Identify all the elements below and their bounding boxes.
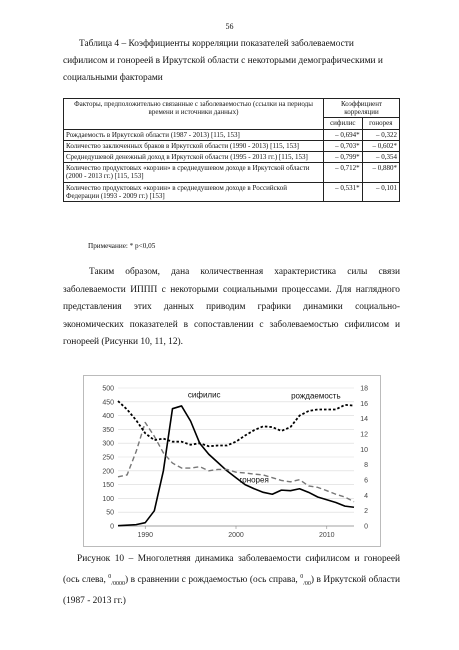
- header-coefficient: Коэффициент корреляции: [324, 99, 400, 118]
- y-right-tick-label: 10: [360, 446, 368, 454]
- table-row: [64, 182, 400, 201]
- unit-sup: 0: [300, 573, 304, 580]
- y-right-tick-label: 14: [360, 416, 368, 424]
- syphilis-coef: – 0,799*: [324, 152, 363, 163]
- unit-sub: /00: [303, 580, 311, 587]
- gonorrhea-coef: – 0,602*: [362, 140, 399, 151]
- table-row: [64, 163, 400, 182]
- y-right-tick-label: 2: [364, 508, 368, 516]
- series-annotation: рождаемость: [291, 391, 341, 401]
- series-annotation: гонорея: [239, 475, 269, 485]
- correlation-table: [63, 98, 400, 202]
- caption-part3: ) в Иркутской области (1987 - 2013 гг.): [63, 574, 400, 606]
- table-row: [64, 129, 400, 140]
- table-row: [64, 140, 400, 151]
- y-left-tick-label: 0: [110, 523, 114, 531]
- y-left-tick-label: 500: [102, 385, 114, 393]
- factor-cell: Рождаемость в Иркутской области (1987 - 2013) [115, 153]: [64, 129, 324, 140]
- caption-part2: ) в сравнении с рождаемостью (ось справа,: [124, 574, 301, 585]
- series-line-гонорея: [118, 423, 354, 502]
- series-annotation: сифилис: [187, 390, 221, 400]
- y-left-tick-label: 350: [102, 426, 114, 434]
- y-right-tick-label: 12: [360, 431, 368, 439]
- x-tick-label: 1990: [137, 532, 154, 539]
- syphilis-coef: – 0,712*: [324, 163, 363, 182]
- syphilis-coef: – 0,694*: [324, 129, 363, 140]
- table-caption: Таблица 4 – Коэффициенты корреляции показателей заболеваемости сифилисом и гонореей в Иркутской области с некоторыми демографическими и социальными факторами: [63, 39, 383, 83]
- y-left-tick-label: 50: [106, 509, 114, 517]
- table-note: Примечание: * p<0,05: [88, 242, 156, 250]
- line-chart: [84, 376, 380, 546]
- unit-sub: /0000: [111, 580, 125, 587]
- header-gonorrhea: гонорея: [362, 118, 399, 129]
- gonorrhea-coef: – 0,354: [362, 152, 399, 163]
- y-left-tick-label: 250: [102, 454, 114, 462]
- unit-sup: 0: [108, 573, 112, 580]
- factor-cell: Количество заключенных браков в Иркутской области (1990 - 2013) [115, 153]: [64, 140, 324, 151]
- series-line-сифилис: [118, 406, 354, 526]
- gonorrhea-coef: – 0,322: [362, 129, 399, 140]
- header-syphilis: сифилис: [324, 118, 363, 129]
- header-factors: Факторы, предположительно связанные с заболеваемостью (ссылки на периоды времени и источники данных): [64, 99, 324, 130]
- y-right-tick-label: 18: [360, 385, 368, 393]
- table-row: [64, 152, 400, 163]
- y-left-tick-label: 400: [102, 413, 114, 421]
- y-left-tick-label: 450: [102, 399, 114, 407]
- y-left-tick-label: 100: [102, 495, 114, 503]
- figure-caption: [63, 551, 400, 611]
- y-left-tick-label: 200: [102, 468, 114, 476]
- y-right-tick-label: 4: [364, 492, 368, 500]
- factor-cell: Среднедушевой денежный доход в Иркутской области (1995 - 2013 гг.) [115, 153]: [64, 152, 324, 163]
- y-left-tick-label: 300: [102, 440, 114, 448]
- factor-cell: Количество продуктовых «корзин» в среднедушевом доходе в Иркутской области (2000 - 2013 гг.) [115, 153]: [64, 163, 324, 182]
- y-right-tick-label: 8: [364, 462, 368, 470]
- gonorrhea-coef: – 0,101: [362, 182, 399, 201]
- caption-part1: Рисунок 10 – Многолетняя динамика заболеваемости сифилисом и гонореей (ось слева,: [63, 554, 400, 585]
- y-right-tick-label: 6: [364, 477, 368, 485]
- x-tick-label: 2010: [318, 532, 335, 539]
- y-left-tick-label: 150: [102, 482, 114, 490]
- syphilis-coef: – 0,703*: [324, 140, 363, 151]
- x-tick-label: 2000: [228, 532, 244, 539]
- page-number: 56: [225, 22, 234, 31]
- body-paragraph: Таким образом, дана количественная характеристика силы связи заболеваемости ИППП с некоторыми социальными процессами. Для наглядного представления этих данных приводим графики динамики социально-экономических показателей в сопоставлении с заболеваемостью сифилисом и гонореей (Рисунки 10, 11, 12).: [63, 267, 400, 347]
- series-line-рождаемость: [118, 401, 354, 446]
- factor-cell: Количество продуктовых «корзин» в среднедушевом доходе в Российской Федерации (1993 - 2009 гг.) [153]: [64, 182, 324, 201]
- syphilis-coef: – 0,531*: [324, 182, 363, 201]
- y-right-tick-label: 16: [360, 400, 368, 408]
- y-right-tick-label: 0: [364, 523, 368, 531]
- gonorrhea-coef: – 0,880*: [362, 163, 399, 182]
- chart-frame: [83, 375, 381, 547]
